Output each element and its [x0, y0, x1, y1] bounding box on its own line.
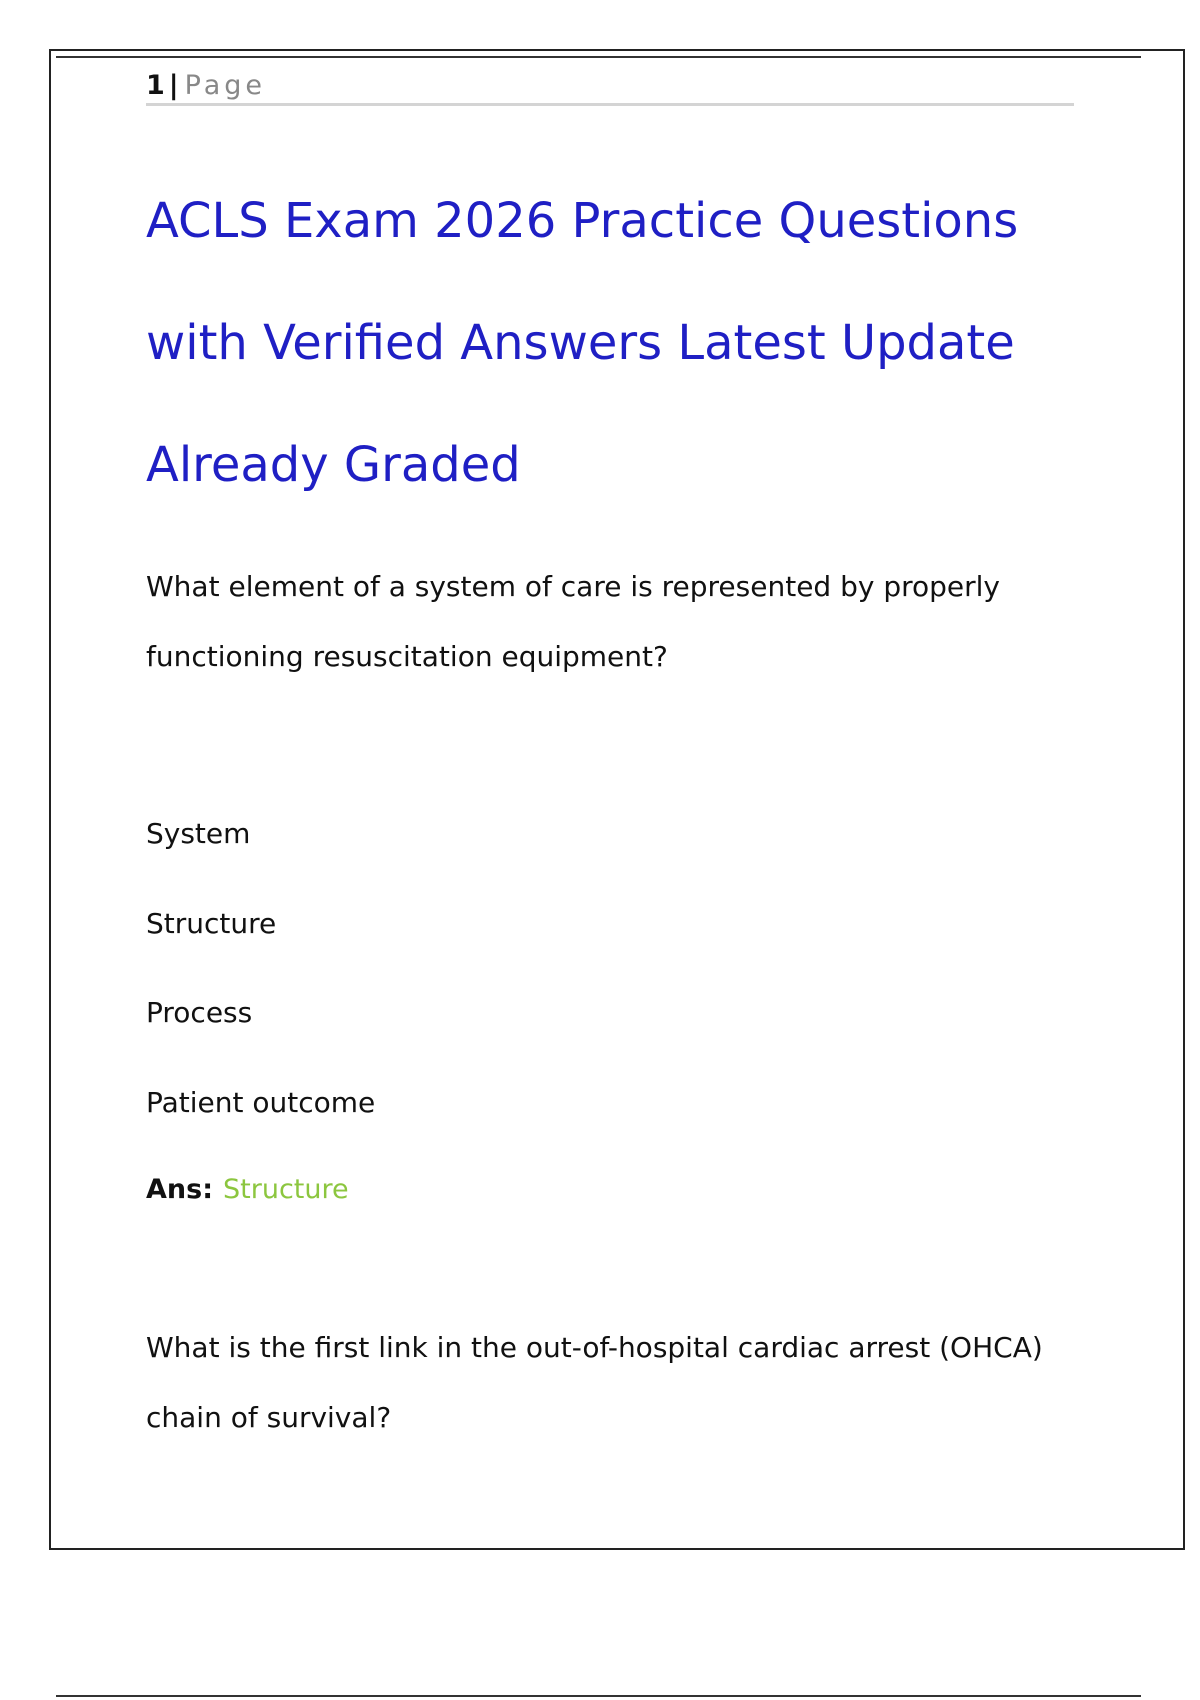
document-title [146, 190, 1086, 556]
page-header [146, 70, 1074, 106]
page-separator: | [168, 70, 179, 101]
option-item: Patient outcome [146, 1085, 376, 1119]
option-item: Structure [146, 906, 277, 940]
option-item: Process [146, 996, 253, 1029]
question-1-options [146, 812, 375, 1170]
title-line: Already Graded [146, 437, 521, 493]
bottom-rule [56, 1695, 1141, 1697]
answer-value: Structure [223, 1174, 349, 1205]
page-number: 1 [146, 70, 165, 101]
question-1-text: What element of a system of care is represented by properly functioning resuscitation equipment? [146, 570, 1000, 673]
page-label: Page [184, 70, 267, 101]
option-item: System [146, 817, 251, 850]
question-2-text: What is the first link in the out-of-hospital cardiac arrest (OHCA) chain of survival? [146, 1331, 1043, 1434]
top-rule [56, 56, 1141, 58]
title-line: ACLS Exam 2026 Practice Questions [146, 193, 1019, 249]
title-line: with Verified Answers Latest Update [146, 315, 1015, 371]
answer-label: Ans: [146, 1174, 213, 1205]
question-1-answer [146, 1168, 349, 1212]
